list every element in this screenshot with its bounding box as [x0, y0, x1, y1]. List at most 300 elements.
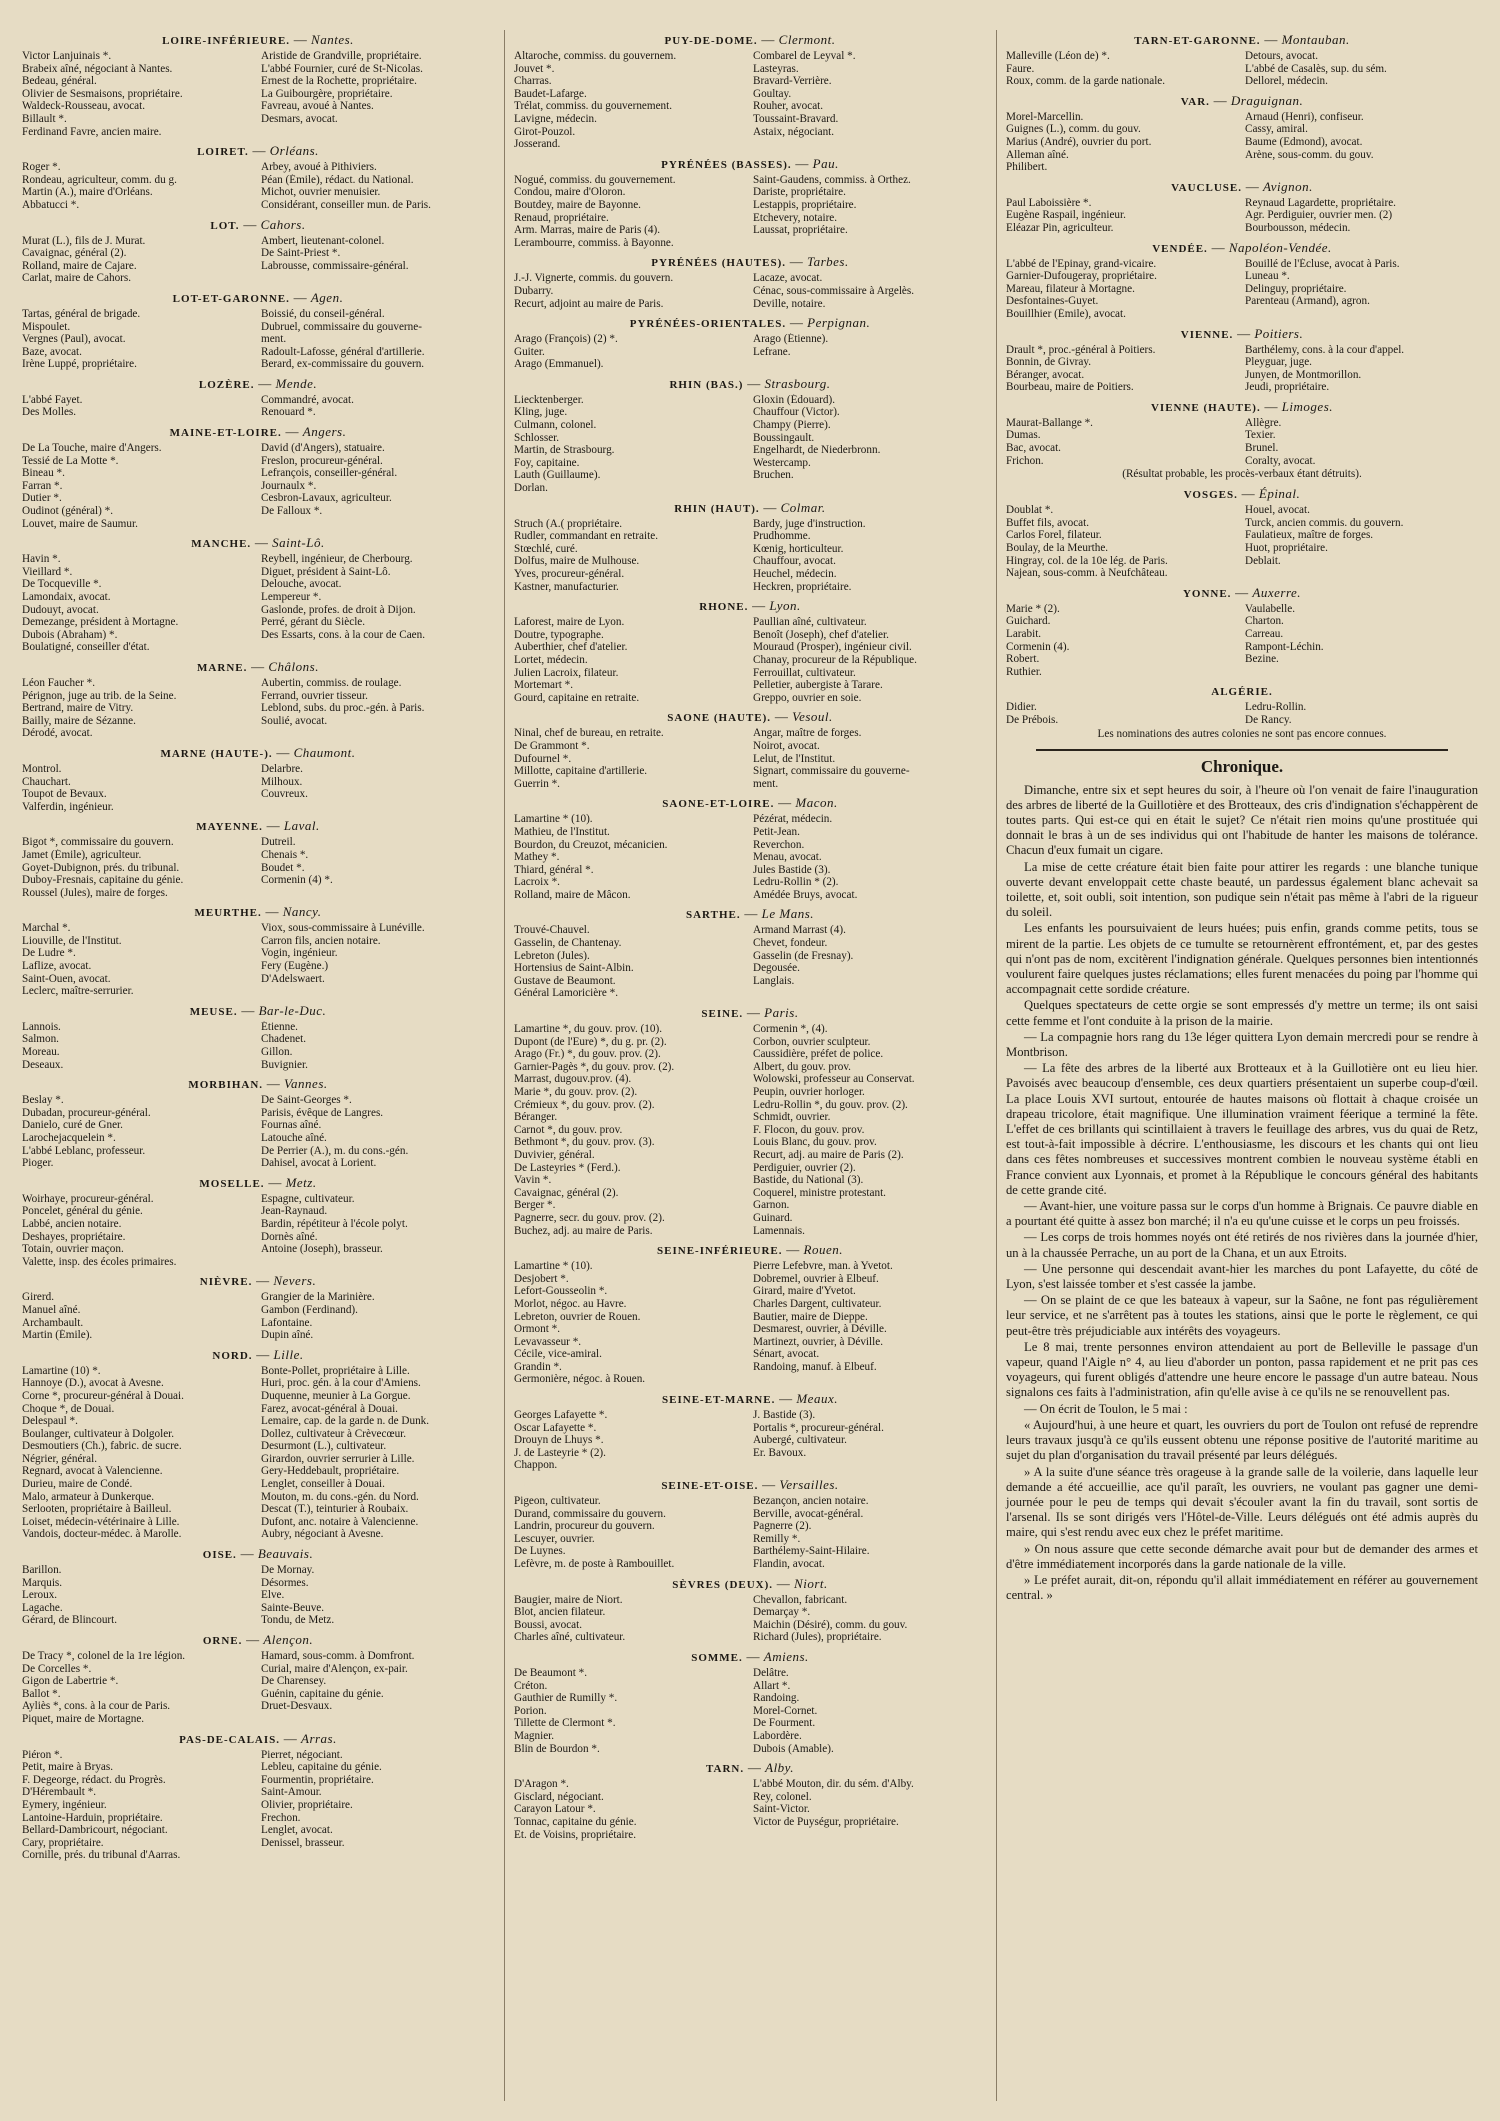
department-section — [514, 315, 986, 371]
representative-entry: Espagne, cultivateur. — [261, 1192, 355, 1205]
representative-entry: Delâtre. — [753, 1666, 789, 1679]
department-city: Saint-Lô. — [272, 535, 325, 551]
chronique-paragraph: » A la suite d'une séance très orageuse à la grande salle de la voilerie, dans laquelle leur demande a été accueillie, ace qu'il paraît, les ouvriers, ne voulant pas gagner une demi-journée pour le peu de temps qui devait s'écouler avant la fin du travail, sont sortis de l'arsenal. Ils se sont dirigés vers l'Hôtel-de-Ville. Leurs délégués ont été admis auprès du maire, qui s'est rendu avec eux chez le préfet maritime. — [1006, 1464, 1478, 1540]
representative-entry: Chevallon, fabricant. — [753, 1593, 848, 1606]
representative-entry: Crémieux *, du gouv. prov. (2). — [514, 1098, 655, 1111]
representative-entry: Lenglet, conseiller à Douai. — [261, 1478, 385, 1491]
department-header: RHIN (BAS.) — Strasbourg. — [669, 375, 831, 391]
representative-entry: Et. de Voisins, propriétaire. — [514, 1828, 637, 1841]
department-city: Rouen. — [803, 1242, 843, 1258]
department-header: TARN-ET-GARONNE. — Montauban. — [1134, 32, 1350, 47]
department-section — [22, 290, 494, 371]
department-section — [1006, 179, 1478, 235]
department-section — [22, 745, 494, 813]
department-section — [22, 1632, 494, 1726]
representative-entry: De Rancy. — [1245, 713, 1292, 726]
representatives-list — [22, 763, 494, 813]
department-section — [22, 535, 494, 654]
representative-entry: Lebleu, capitaine du génie. — [261, 1761, 382, 1774]
representative-entry: Hannoye (D.), avocat à Avesne. — [22, 1377, 164, 1390]
chronique-section — [1006, 757, 1478, 1604]
representative-entry: Manuel aîné. — [22, 1303, 81, 1316]
representative-entry: Dufont, anc. notaire à Valencienne. — [261, 1515, 419, 1528]
representative-entry: De Grammont *. — [514, 739, 590, 752]
representative-entry: Pelletier, aubergiste à Tarare. — [753, 679, 883, 692]
representative-entry: Boissié, du conseil-général. — [261, 307, 385, 320]
representative-entry: L'abbé Fayet. — [22, 393, 83, 406]
representative-entry: Rampont-Léchin. — [1245, 640, 1324, 653]
representatives-list — [22, 308, 494, 371]
department-city: Angers. — [302, 424, 347, 440]
representative-entry: Diguet, président à Saint-Lô. — [261, 565, 391, 578]
department-city: Lille. — [273, 1346, 304, 1362]
representative-entry: Houel, avocat. — [1245, 504, 1310, 517]
representative-entry: Schmidt, ouvrier. — [753, 1111, 831, 1124]
department-name: MAYENNE. — [196, 821, 263, 834]
representative-entry: Lafontaine. — [261, 1316, 313, 1329]
representative-entry: Desfontaines-Guyet. — [1006, 295, 1099, 308]
representative-entry: Dubois (Amable). — [753, 1742, 834, 1755]
representative-entry: Roger *. — [22, 161, 61, 174]
chronique-paragraph: — On se plaint de ce que les bateaux à vapeur, sur la Saône, ne font pas régulièrement leur service, et ne s'arrêtent pas à toutes les stations, ainsi que le porte le règlement, ce qui peut-être très préjudiciable aux intérêts des voyageurs. — [1006, 1293, 1478, 1338]
representative-entry: Er. Bavoux. — [753, 1446, 807, 1459]
department-section — [22, 1003, 494, 1071]
department-city: Versailles. — [779, 1477, 839, 1493]
representative-entry: Buffet fils, avocat. — [1006, 516, 1090, 529]
representative-entry: Lamartine * (10). — [514, 813, 593, 826]
department-name: PAS-DE-CALAIS. — [179, 1733, 280, 1746]
representative-entry: Pierre Lefebvre, man. à Yvetot. — [753, 1260, 893, 1273]
chronique-paragraph: — Avant-hier, une voiture passa sur le corps d'un homme à Brignais. Ce pauvre diable en a pourtant été quitte à assez bon marché; il n'a eu qu'une cuisse et le corps un peu froissés. — [1006, 1199, 1478, 1229]
representative-entry: Girard, maire d'Yvetot. — [753, 1285, 856, 1298]
department-name: MAINE-ET-LOIRE. — [169, 427, 282, 440]
representative-entry: Baume (Edmond), avocat. — [1245, 135, 1363, 148]
department-city: Le Mans. — [761, 906, 814, 922]
representative-entry: Gauthier de Rumilly *. — [514, 1692, 618, 1705]
representative-entry: Leroux. — [22, 1589, 58, 1602]
representative-entry: Lannois. — [22, 1020, 61, 1033]
representative-entry: Abbatucci *. — [22, 198, 80, 211]
representative-entry: Durieu, maire de Condé. — [22, 1478, 133, 1491]
representative-entry: Michot, ouvrier menuisier. — [261, 186, 381, 199]
representative-entry: Négrier, général. — [22, 1452, 98, 1465]
representative-entry: J. Bastide (3). — [753, 1409, 816, 1422]
representative-entry: Woirhaye, procureur-général. — [22, 1192, 154, 1205]
representatives-list — [514, 1495, 986, 1571]
department-header: SEINE. — Paris. — [701, 1005, 799, 1021]
representative-entry: Des Molles. — [22, 406, 77, 419]
department-section — [22, 217, 494, 285]
department-section — [22, 1731, 494, 1862]
representative-entry: Heuchel, médecin. — [753, 568, 837, 580]
representative-entry: Buchez, adj. au maire de Paris. — [514, 1224, 653, 1237]
representative-entry: Rondeau, agriculteur, comm. du g. — [22, 173, 177, 186]
representative-entry: Huri, proc. gén. à la cour d'Amiens. — [261, 1377, 421, 1390]
representative-entry: Cornille, prés. du tribunal d'Aarras. — [22, 1849, 181, 1862]
representative-entry: Cormenin (4) *. — [261, 874, 333, 887]
representative-entry: Antoine (Joseph), brasseur. — [261, 1243, 383, 1256]
department-city: Tarbes. — [807, 254, 849, 270]
representative-entry: Considérant, conseiller mun. de Paris. — [261, 198, 431, 211]
department-section — [514, 1477, 986, 1571]
department-name: SAONE-ET-LOIRE. — [662, 798, 775, 811]
representative-entry: Allart *. — [753, 1679, 791, 1692]
department-city: Montauban. — [1281, 32, 1350, 47]
representative-entry: Lescuyer, ouvrier. — [514, 1532, 595, 1545]
department-header: MOSELLE. — Metz. — [199, 1174, 317, 1190]
department-header: NORD. — Lille. — [212, 1346, 304, 1362]
representative-entry: Bourbousson, médecin. — [1245, 221, 1351, 234]
representative-entry: De Beaumont *. — [514, 1666, 588, 1679]
representative-entry: Huot, propriétaire. — [1245, 542, 1328, 555]
representative-entry: Maichin (Désiré), comm. du gouv. — [753, 1618, 908, 1631]
representative-entry: Sainte-Beuve. — [261, 1601, 325, 1614]
representative-entry: ment. — [261, 333, 287, 346]
representative-entry: Turck, ancien commis. du gouvern. — [1245, 516, 1404, 529]
representative-entry: Carlat, maire de Cahors. — [22, 272, 132, 285]
representative-entry: Trouvé-Chauvel. — [514, 924, 590, 937]
department-section — [22, 1076, 494, 1170]
representative-entry: Boulay, de la Meurthe. — [1006, 542, 1109, 555]
department-header: LOIRE-INFÉRIEURE. — Nantes. — [162, 32, 354, 47]
chronique-body — [1006, 783, 1478, 1604]
representative-entry: Bellard-Dambricourt, négociant. — [22, 1824, 168, 1837]
representative-entry: Landrin, procureur du gouvern. — [514, 1520, 655, 1533]
representative-entry: Coquerel, ministre protestant. — [753, 1186, 886, 1199]
department-name: NORD. — [212, 1349, 253, 1362]
representatives-list — [22, 235, 494, 285]
representative-entry: Billault *. — [22, 112, 67, 125]
department-header: OISE. — Beauvais. — [202, 1546, 314, 1562]
representative-entry: Lantoine-Harduin, propriétaire. — [22, 1811, 163, 1824]
department-section — [22, 659, 494, 740]
department-name: VOSGES. — [1183, 489, 1238, 502]
representative-entry: Cassy, amiral. — [1245, 123, 1308, 136]
department-city: Arras. — [301, 1730, 337, 1746]
department-section — [514, 1760, 986, 1841]
representative-entry: L'abbé Mouton, dir. du sém. d'Alby. — [753, 1778, 914, 1791]
representative-entry: Martin, de Strasbourg. — [514, 444, 615, 457]
representative-entry: Robert. — [1006, 653, 1040, 666]
representative-entry: Lempereur *. — [261, 591, 322, 603]
representative-entry: Cavaignac, général (2). — [22, 247, 127, 260]
representative-entry: Doublat *. — [1006, 504, 1054, 517]
representative-entry: Malleville (Léon de) *. — [1006, 50, 1110, 62]
representatives-list — [514, 50, 986, 151]
representatives-list — [22, 553, 494, 654]
department-section — [514, 1242, 986, 1386]
representatives-list — [1006, 258, 1478, 321]
representative-entry: Ninal, chef de bureau, en retraite. — [514, 727, 664, 740]
representative-entry: Cormenin *, (4). — [753, 1023, 828, 1036]
department-header: PYRÉNÉES (HAUTES). — Tarbes. — [651, 254, 849, 270]
representative-entry: Bezine. — [1245, 653, 1279, 666]
department-section — [1006, 93, 1478, 174]
representative-entry: D'Hérembault *. — [22, 1786, 97, 1799]
representative-entry: Marrast, dugouv.prov. (4). — [514, 1073, 632, 1086]
department-header: PYRÉNÉES-ORIENTALES. — Perpignan. — [629, 315, 871, 331]
representatives-list — [1006, 701, 1478, 726]
representative-entry: Aristide de Grandville, propriétaire. — [261, 50, 422, 62]
representative-entry: Farez, avocat-général à Douai. — [261, 1402, 398, 1415]
representative-entry: Sénart, avocat. — [753, 1348, 820, 1361]
department-header: MARNE (HAUTE-). — Chaumont. — [160, 744, 356, 760]
representative-entry: Girot-Pouzol. — [514, 125, 576, 138]
department-section — [514, 1005, 986, 1237]
department-header: NIÈVRE. — Nevers. — [199, 1273, 317, 1289]
representative-entry: De Fourment. — [753, 1717, 816, 1730]
representative-entry: Gourd, capitaine en retraite. — [514, 691, 640, 704]
department-note: (Résultat probable, les procès-verbaux étant détruits). — [1122, 468, 1362, 481]
representative-entry: Mortemart *. — [514, 679, 574, 692]
representative-entry: Vavin *. — [514, 1174, 552, 1187]
department-header: SEINE-INFÉRIEURE. — Rouen. — [657, 1242, 843, 1258]
representative-entry: Georges Lafayette *. — [514, 1409, 608, 1422]
representative-entry: Maurat-Ballange *. — [1006, 416, 1093, 429]
representative-entry: Dornès aîné. — [261, 1230, 318, 1243]
department-header: RHONE. — Lyon. — [699, 598, 801, 614]
department-name: MEUSE. — [189, 1005, 238, 1018]
department-city: Strasbourg. — [764, 375, 831, 391]
representative-entry: Renaud, propriétaire. — [514, 211, 609, 224]
representative-entry: De Falloux *. — [261, 505, 323, 518]
representative-entry: Dupont (de l'Eure) *, du g. pr. (2). — [514, 1035, 667, 1048]
representative-entry: Baze, avocat. — [22, 345, 82, 358]
department-name: TARN-ET-GARONNE. — [1134, 35, 1261, 47]
representative-entry: Mareau, filateur à Mortagne. — [1006, 282, 1135, 295]
representative-entry: Chevet, fondeur. — [753, 937, 828, 950]
representative-entry: Perré, gérant du Siècle. — [261, 616, 366, 629]
representative-entry: Goultay. — [753, 87, 792, 100]
representative-entry-empty — [261, 801, 494, 814]
chronique-paragraph: Dimanche, entre six et sept heures du soir, à l'heure où l'on venait de faire l'inauguration des arbres de liberté de la Guillotière et des Brotteaux, des cris d'indignation s'échappèrent de toutes parts. Qui est-ce qui en était le sujet? Ce n'était rien moins qu'une prostituée qui donnait le bras à un de ses individus qui ont l'habitude de hanter les maisons de tolérance. Chacun d'eux fumait un cigare. — [1006, 782, 1478, 858]
representative-entry: Petit, maire à Bryas. — [22, 1761, 114, 1774]
representative-entry: Léon Faucher *. — [22, 676, 96, 689]
representative-entry: Mathey *. — [514, 851, 560, 864]
representatives-list — [514, 616, 986, 704]
representative-entry: Jean-Raynaud. — [261, 1205, 328, 1218]
department-city: Poitiers. — [1254, 325, 1304, 341]
representative-entry: Prudhomme. — [753, 530, 811, 543]
representative-entry: Junyen, de Montmorillon. — [1245, 368, 1362, 381]
department-header: MANCHE. — Saint-Lô. — [191, 535, 325, 551]
representative-entry: Durand, commissaire du gouvern. — [514, 1507, 666, 1520]
representative-entry: Duvivier, général. — [514, 1148, 595, 1161]
representatives-list — [22, 1365, 494, 1541]
representative-entry: Bailly, maire de Sézanne. — [22, 714, 136, 727]
department-name: LOIRET. — [197, 146, 249, 159]
representative-entry-empty — [753, 1373, 986, 1386]
representative-entry: Laforest, maire de Lyon. — [514, 616, 625, 629]
department-section — [22, 1273, 494, 1341]
department-section — [514, 1576, 986, 1644]
representative-entry: Soulié, avocat. — [261, 714, 328, 727]
representative-entry: Agr. Perdiguier, ouvrier men. (2) — [1245, 209, 1393, 222]
representative-entry: Luneau *. — [1245, 270, 1290, 283]
representative-entry: Olivier de Sesmaisons, propriétaire. — [22, 87, 183, 100]
department-section — [22, 376, 494, 419]
representative-entry: Laussat, propriétaire. — [753, 224, 848, 237]
representative-entry: Bouillhier (Émile), avocat. — [1006, 307, 1126, 320]
representative-entry: Cécile, vice-amiral. — [514, 1348, 602, 1361]
department-city: Cahors. — [260, 216, 306, 232]
representative-entry: David (d'Angers), statuaire. — [261, 442, 385, 455]
representative-entry: Pierret, négociant. — [261, 1748, 343, 1761]
representative-entry: Tartas, général de brigade. — [22, 307, 141, 320]
representative-entry: Loiset, médecin-vétérinaire à Lille. — [22, 1515, 180, 1528]
representative-entry: Dubadan, procureur-général. — [22, 1106, 151, 1119]
representative-entry: Paullian aîné, cultivateur. — [753, 616, 867, 629]
representative-entry: Bigot *, commissaire du gouvern. — [22, 836, 174, 849]
representative-entry: Garnon. — [753, 1199, 790, 1212]
representative-entry: Jamet (Émile), agriculteur. — [22, 848, 142, 861]
representative-entry: De Saint-Georges *. — [261, 1094, 352, 1107]
department-name: ORNE. — [202, 1635, 243, 1647]
representative-entry: De Charensey. — [261, 1675, 327, 1688]
representative-entry: Desjobert *. — [514, 1272, 569, 1285]
department-header: TARN. — Alby. — [706, 1760, 794, 1776]
representative-entry: Ruthier. — [1006, 665, 1042, 678]
department-section — [22, 1175, 494, 1269]
representative-entry: Dariste, propriétaire. — [753, 186, 846, 199]
representative-entry: Goyet-Dubignon, prés. du tribunal. — [22, 861, 180, 874]
representative-entry: Couvreux. — [261, 788, 308, 801]
representative-entry: Pigeon, cultivateur. — [514, 1495, 601, 1508]
representative-entry: J. de Lasteyrie * (2). — [514, 1446, 606, 1459]
representative-entry: Bertrand, maire de Vitry. — [22, 702, 134, 715]
representative-entry: Lefort-Gousseolin *. — [514, 1285, 608, 1298]
representative-entry: Barthélemy-Saint-Hilaire. — [753, 1545, 870, 1558]
department-header: LOZÈRE. — Mende. — [198, 375, 318, 391]
representative-entry: Desurmont (L.), cultivateur. — [261, 1440, 387, 1453]
representative-entry: Bardy, juge d'instruction. — [753, 517, 866, 530]
representative-entry: Josserand. — [514, 138, 561, 151]
representative-entry: Etchevery, notaire. — [753, 211, 838, 224]
representative-entry: Lacaze, avocat. — [753, 272, 823, 285]
representative-entry: Ledru-Rollin. — [1245, 701, 1307, 714]
representative-entry: Dudouyt, avocat. — [22, 603, 99, 616]
representative-entry: Murat (L.), fils de J. Murat. — [22, 234, 146, 247]
department-header: VAR. — Draguignan. — [1180, 92, 1304, 108]
representative-entry: Corne *, procureur-général à Douai. — [22, 1389, 184, 1402]
representative-entry: Kastner, manufacturier. — [514, 580, 619, 593]
department-name: SEINE-ET-MARNE. — [662, 1394, 776, 1407]
representative-entry: Leclerc, maître-serrurier. — [22, 985, 134, 998]
representative-entry: De Luynes. — [514, 1545, 566, 1558]
department-section — [22, 1347, 494, 1541]
representative-entry: Dubruel, commissaire du gouverne- — [261, 320, 422, 333]
representative-entry: Nogué, commiss. du gouvernement. — [514, 173, 676, 186]
chronique-paragraph: — La fête des arbres de la liberté aux Brotteaux et à la Guillotière ont eu lieu hier. Pavoisés avec beaucoup d'ensemble, ces deux quartiers présentaient un superbe coup-d'œil. La place Louis XVI surtout, entourée de hautes maisons où flottait à chaque croisée un drapeau tricolore, était magnifique. Une illumination vraiment féerique a terminé la fête. L'effet de ces brillants qui scintillaient à travers le feuillage des arbres, vus du quai de Retz, est tout-à-fait impossible à décrire. L'enthousiasme, les discours et les chants qui ont lieu dans ces fêtes nombreuses et successives montrent combien le nouveau système établi en France convient aux Lyonnais, et promet à la République le concours général des habitants de cette grande cité. — [1006, 1061, 1478, 1197]
representative-entry: Liecktenberger. — [514, 393, 584, 406]
representative-entry: Malo, armateur à Dunkerque. — [22, 1490, 155, 1503]
department-name: PYRÉNÉES (HAUTES). — [651, 257, 787, 270]
representative-entry: Rouher, avocat. — [753, 100, 824, 113]
department-name: LOT. — [210, 219, 240, 232]
representative-entry: Dumas. — [1006, 429, 1041, 442]
representative-entry: Porion. — [514, 1704, 547, 1717]
representative-entry: Deshayes, propriétaire. — [22, 1230, 126, 1243]
representative-entry: Reynaud Lagardette, propriétaire. — [1245, 196, 1396, 209]
representative-entry: Philibert. — [1006, 161, 1048, 174]
representative-entry: De La Touche, maire d'Angers. — [22, 442, 162, 455]
representative-entry: Cavaignac, général (2). — [514, 1186, 619, 1199]
representative-entry: Martinezt, ouvrier, à Déville. — [753, 1335, 884, 1348]
representative-entry: Demezange, président à Mortagne. — [22, 616, 179, 629]
representative-entry: Lelut, de l'Institut. — [753, 752, 836, 765]
representative-entry: Bezançon, ancien notaire. — [753, 1495, 869, 1508]
representative-entry: Pézérat, médecin. — [753, 813, 833, 826]
representative-entry: Gillon. — [261, 1046, 293, 1059]
representative-entry: Texier. — [1245, 429, 1276, 442]
representative-entry: Martin (Émile). — [22, 1329, 93, 1342]
representative-entry: Descat (T.), teinturier à Roubaix. — [261, 1503, 409, 1516]
representative-entry: Delespaul *. — [22, 1415, 78, 1428]
representative-entry: Marie *, du gouv. prov. (2). — [514, 1086, 638, 1098]
representatives-list — [514, 813, 986, 901]
representative-entry: Bourbeau, maire de Poitiers. — [1006, 381, 1134, 394]
representative-entry: Delarbre. — [261, 762, 303, 775]
representative-entry: Piéron *. — [22, 1748, 63, 1761]
representative-entry: Hortensius de Saint-Albin. — [514, 962, 634, 975]
representative-entry: Hamard, sous-comm. à Domfront. — [261, 1650, 415, 1662]
representative-entry: Jouvet *. — [514, 62, 555, 75]
representative-entry: Lamennais. — [753, 1224, 805, 1237]
representative-entry: Eléazar Pin, agriculteur. — [1006, 221, 1114, 234]
representative-entry: Bardin, répétiteur à l'école polyt. — [261, 1217, 408, 1230]
department-name: SEINE-ET-OISE. — [661, 1480, 759, 1493]
representative-entry: Valferdin, ingénieur. — [22, 800, 114, 813]
department-name: OISE. — [202, 1549, 237, 1562]
department-header: MEUSE. — Bar-le-Duc. — [189, 1002, 327, 1018]
representative-entry: Dufournel *. — [514, 752, 572, 765]
representatives-list — [514, 1260, 986, 1386]
department-city: Paris. — [764, 1005, 799, 1021]
chronique-paragraph: — On écrit de Toulon, le 5 mai : — [1024, 1401, 1188, 1416]
representative-entry: Girardon, ouvrier serrurier à Lille. — [261, 1452, 415, 1465]
representative-entry: Gustave de Beaumont. — [514, 974, 616, 987]
representative-entry: Lagache. — [22, 1601, 63, 1614]
department-header: SÈVRES (DEUX). — Niort. — [672, 1575, 828, 1591]
representative-entry-empty — [1245, 567, 1478, 580]
department-name: MARNE (HAUTE-). — [160, 747, 273, 760]
representative-entry: Dubarry. — [514, 284, 554, 297]
representative-entry: Denissel, brasseur. — [261, 1836, 345, 1849]
representatives-list — [22, 836, 494, 899]
chronique-paragraph: » On nous assure que cette seconde démarche avait pour but de demander des armes et d'être immédiatement incorporés dans la garde nationale de la ville. — [1006, 1541, 1478, 1571]
representative-entry: Freslon, procureur-général. — [261, 454, 383, 467]
representative-entry: Cesbron-Lavaux, agriculteur. — [261, 492, 392, 505]
representative-entry: Bourdon, du Creuzot, mécanicien. — [514, 838, 668, 851]
representative-entry: Farran *. — [22, 479, 63, 492]
department-section — [1006, 486, 1478, 580]
department-name: SARTHE. — [686, 909, 741, 922]
representative-entry: Victor de Puységur, propriétaire. — [753, 1815, 899, 1828]
representative-entry-empty — [261, 641, 494, 654]
representative-entry: Gisclard, négociant. — [514, 1790, 604, 1803]
representative-entry: Pagnerre (2). — [753, 1520, 812, 1533]
representative-entry: Vergnes (Paul), avocat. — [22, 333, 126, 346]
representative-entry: Kœnig, horticulteur. — [753, 542, 844, 555]
department-header: MAINE-ET-LOIRE. — Angers. — [169, 424, 347, 440]
representative-entry: Waldeck-Rousseau, avocat. — [22, 100, 146, 113]
department-city: Lyon. — [769, 598, 801, 614]
representative-entry: Pagnerre, secr. du gouv. prov. (2). — [514, 1211, 665, 1224]
representative-entry: Ambert, lieutenant-colonel. — [261, 234, 385, 247]
representative-entry: Carayon Latour *. — [514, 1803, 596, 1816]
representative-entry: Arène, sous-comm. du gouv. — [1245, 148, 1374, 161]
representative-entry: Labordère. — [753, 1729, 802, 1742]
